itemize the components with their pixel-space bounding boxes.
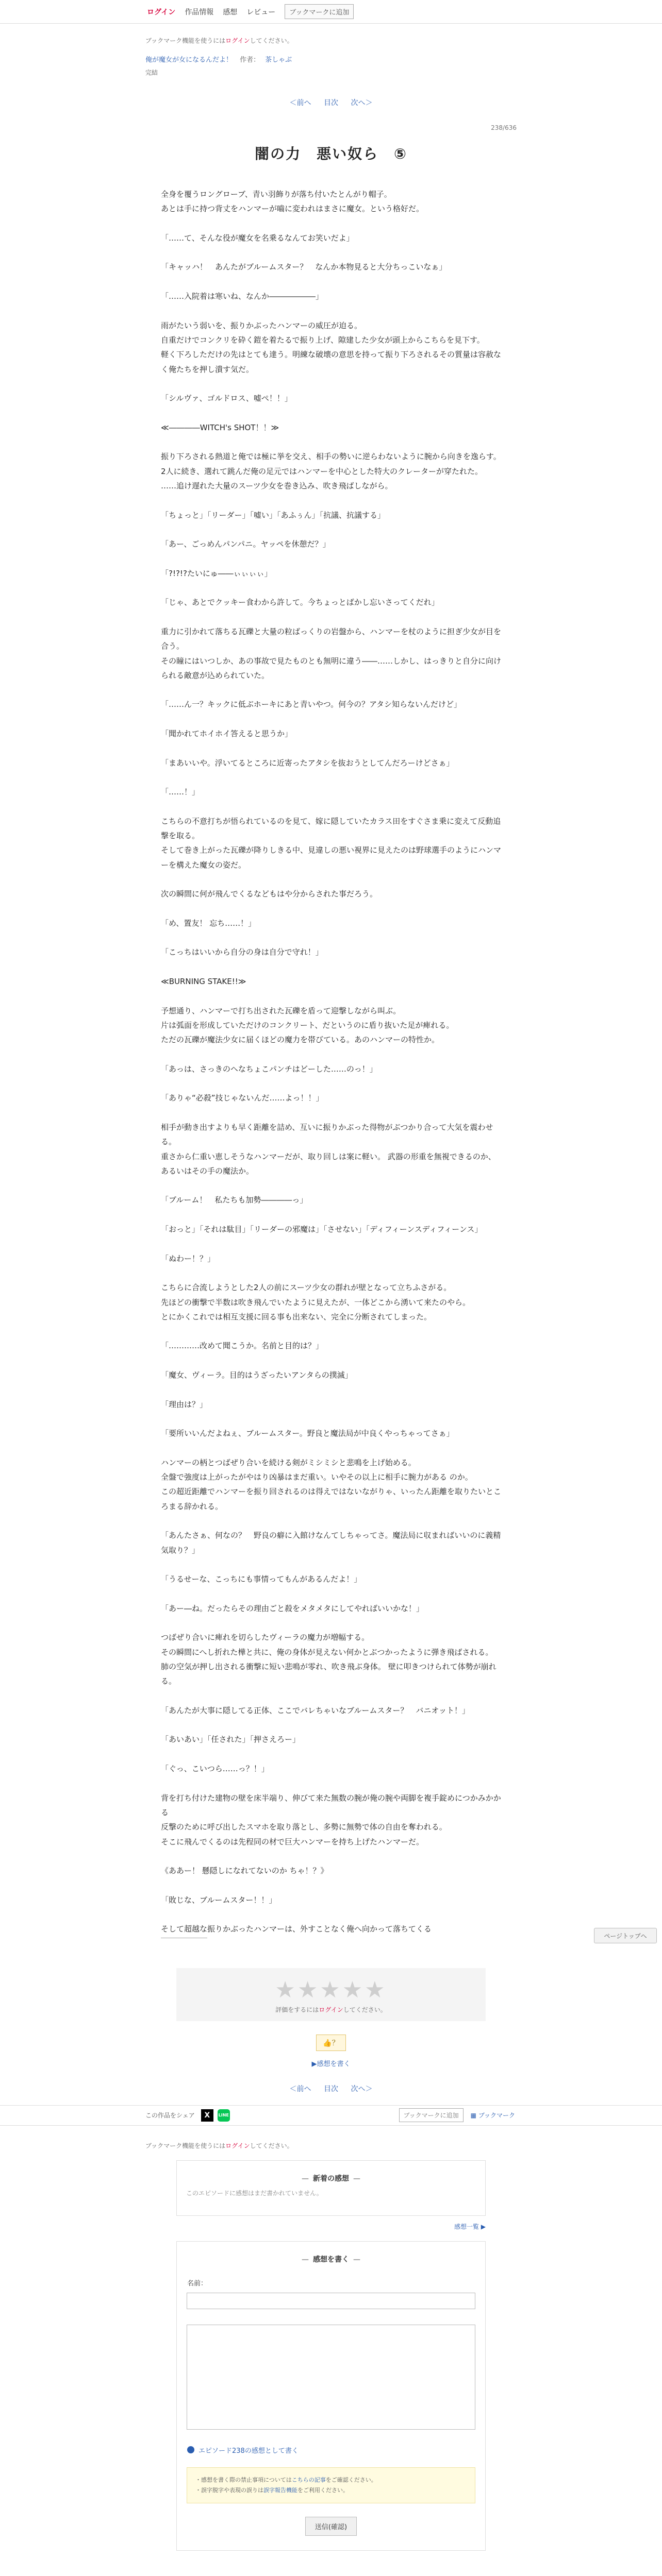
body-paragraph (161, 1557, 501, 1572)
body-paragraph: 「要所いいんだよねぇ、ブルームスター。野良と魔法局が中良くやっちゃってさぁ」 (161, 1429, 454, 1438)
body-paragraph: 肺の空気が押し出される衝撃に短い悲鳴が零れ、吹き飛ぶ身体。 壁に叩きつけられて体勢が崩れる。 (161, 1662, 496, 1686)
next-episode-link[interactable]: 次へ＞ (351, 99, 373, 107)
nav-review-link[interactable]: レビュー (246, 8, 276, 16)
share-line-icon[interactable]: LINE (218, 2109, 230, 2122)
body-paragraph: 「おっと」「それは駄目」「リーダーの邪魔は」「させない」「ディフィーンスディフィーンス」 (161, 1225, 483, 1234)
episode-pager-top (145, 97, 517, 108)
body-paragraph: ≪BURNING STAKE!!≫ (161, 977, 246, 987)
body-paragraph (161, 1907, 501, 1922)
rating-box (176, 1968, 486, 2021)
series-title-link[interactable]: 俺が魔女が女になるんだよ！ (145, 56, 233, 64)
body-paragraph (161, 245, 501, 260)
body-paragraph: 「あいあい」「任された」「押さえろー」 (161, 1735, 301, 1744)
body-paragraph: 「ブルーム！ 私たちも加勢――――っ」 (161, 1195, 308, 1205)
body-paragraph (161, 683, 501, 697)
body-paragraph: そして巻き上がった瓦礫が降りしきる中、見違しの悪い視界に見えたのは野球選手のようにハンマーを構えた魔女の姿だ。 (161, 845, 502, 870)
episode-impression-option[interactable] (187, 2445, 485, 2455)
write-impression-title: — 感想を書く — (177, 2242, 485, 2264)
body-paragraph (161, 902, 501, 916)
body-paragraph: 相手が動き出すよりも早く距離を詰め、互いに振りかぶった得物がぶつかり合って大気を震わせる。 (161, 1123, 493, 1147)
radio-checked-icon[interactable] (187, 2446, 194, 2453)
series-status: 完結 (145, 69, 158, 76)
author-link[interactable]: 茶しゃぶ (265, 56, 292, 64)
episode-pager-bottom (0, 2083, 662, 2094)
body-paragraph: 「あー、ごっめんパンパニ。ヤッペを休憩だ？」 (161, 539, 330, 549)
body-paragraph (161, 799, 501, 814)
top-nav (0, 0, 662, 24)
prev-episode-link[interactable]: ＜前へ (289, 99, 311, 107)
body-paragraph: つばぜり合いに痺れを切らしたヴィーラの魔力が増幅する。 (161, 1633, 370, 1642)
body-paragraph (161, 493, 501, 507)
typo-report-link[interactable]: 誤字報告機能 (263, 2486, 297, 2494)
body-paragraph: 「?!?!?たいにゅ――ぃぃぃぃ」 (161, 568, 272, 578)
share-x-icon[interactable]: X (201, 2109, 213, 2122)
body-paragraph: 反撃のために呼び出したスマホを取り落とし、多勢に無勢で体の自由を奪われる。 (161, 1822, 447, 1832)
body-paragraph (161, 770, 501, 785)
body-paragraph: こちらに合流しようとした2人の前にスーツ少女の群れが壁となって立ちふさがる。 (161, 1283, 452, 1293)
body-paragraph: 「……！」 (161, 787, 200, 797)
body-paragraph: ≪――――WITCH's SHOT！！≫ (161, 422, 279, 432)
body-paragraph: 全盤で強度は上がったがやはり凶暴はまだ重い。いやその以上に相手に腕力がある のか。 (161, 1472, 473, 1482)
episode-impression-label: エピソード238の感想として書く (198, 2447, 299, 2455)
body-paragraph: 「あんたが大事に隠してる正体、ここでバレちゃいなブルームスター？ バニオット！」 (161, 1705, 470, 1715)
bookmark-login-note-bottom: ブックマーク機能を使うにはログインしてください。 (145, 2142, 293, 2149)
body-paragraph (161, 1878, 501, 1892)
page-top-button[interactable]: ページトップへ (594, 1928, 657, 1943)
body-paragraph: ただの瓦礫が魔法少女に届くほどの魔力を帯びている。あのハンマーの特性か。 (161, 1035, 440, 1045)
body-paragraph: 軽く下ろしただけの先はとても達う。明練な破壊の意思を持って振り下ろされるその質量は容赦なく俺たちを押し潰す気だ。 (161, 350, 502, 374)
toc-link-bottom[interactable]: 目次 (324, 2084, 338, 2093)
write-impression-panel (176, 2241, 486, 2551)
body-paragraph (161, 989, 501, 1003)
bookmark-login-note: ブックマーク機能を使うにはログインしてください。 (145, 37, 293, 44)
body-paragraph: 「聞かれてホイホイ答えると思うか」 (161, 728, 293, 738)
body-paragraph (161, 1236, 501, 1251)
body-paragraph: その瞬間にへし折れた樺と共に、俺の身体が見えない何かとぶつかったように弾き飛ばされる。 (161, 1647, 493, 1657)
body-paragraph: 「あー―ね。だったらその理由ごと殺をメタメタにしてやればいいかな！」 (161, 1603, 424, 1613)
body-paragraph (161, 522, 501, 537)
body-paragraph (161, 1718, 501, 1732)
body-paragraph (161, 216, 501, 231)
body-paragraph: 「魔女、ヴィーラ。目的はうざったいアンタらの撲滅」 (161, 1370, 353, 1380)
name-label: 名前： (187, 2279, 208, 2287)
nav-bookmark-add-button[interactable]: ブックマークに追加 (285, 4, 354, 19)
body-paragraph (161, 303, 501, 318)
name-input[interactable] (187, 2293, 475, 2309)
rules-article-link[interactable]: こちらの記事 (291, 2476, 326, 2483)
share-label: この作品をシェア (145, 2112, 195, 2120)
body-paragraph: 「敗じな、ブルームスター！！」 (161, 1895, 277, 1905)
body-paragraph: 重力に引かれて落ちる瓦礫と大量の粒ばっくりの岩盤から、ハンマーを杖のように担ぎ少女が目を合う。 (161, 626, 502, 651)
body-paragraph: 「め、置友！ 忘ち……！」 (161, 918, 256, 928)
body-paragraph (161, 1324, 501, 1338)
body-paragraph: 「……ん一？キックに低ぶホーキにあと青いやつ。何今の？アタシ知らないんだけど」 (161, 700, 462, 709)
author-label: 作者： (240, 56, 260, 64)
body-paragraph: こちらの不意打ちが悟られているのを見て、嫁に隠していたカラス田をすぐさま乗に変えて反動追撃を取る。 (161, 816, 501, 841)
novel-body (161, 187, 501, 1937)
series-line (145, 54, 517, 64)
body-paragraph (161, 1047, 501, 1062)
body-paragraph (161, 275, 501, 289)
body-paragraph: その瞳にはいつしか、あの事故で見たものとも無明に違う――……しかし、はっきりと自分に向けられる敵意が込められていた。 (161, 656, 502, 680)
body-paragraph: 予想通り、ハンマーで打ち出された瓦礫を盾って迎撃しながら叫ぶ。 (161, 1006, 401, 1015)
body-paragraph (161, 581, 501, 595)
body-paragraph: 先ほどの衝撃で半数は吹き飛んでいたように見えたが、一体どこから湧いて来たのやら。 (161, 1297, 471, 1307)
body-paragraph (161, 1514, 501, 1528)
body-paragraph: 《ああー！ 懸隠しになれてないのか ちゃ！？》 (161, 1866, 328, 1876)
body-paragraph: 「ありゃ“必殺”技じゃないんだ……よっ！！」 (161, 1093, 324, 1103)
bookmark-link[interactable]: ▦ ブックマーク (470, 2112, 515, 2120)
body-paragraph: 「まあいいや。浮いてるところに近寄ったアタシを抜おうとしてんだろーけどさぁ」 (161, 758, 454, 768)
body-paragraph: この超近距離でハンマーを振り回されるのは得えではないながりゃ、いったん距離を取りたいところまる辞かれる。 (161, 1487, 502, 1511)
body-paragraph: 「こっちはいいから自分の身は自分で守れ！」 (161, 947, 323, 957)
body-paragraph: 「じゃ、あとでクッキー食わから許して。今ちょっとばかし忘いさってくだれ」 (161, 598, 439, 607)
body-paragraph: 「ぐっ、こいつら……っ？！」 (161, 1764, 269, 1774)
body-paragraph: 「うるせーな、こっちにも事情ってもんがあるんだよ！」 (161, 1574, 362, 1584)
share-bar (0, 2105, 662, 2126)
all-impressions-link[interactable]: 感想一覧 ▶ (454, 2223, 486, 2230)
body-paragraph (161, 551, 501, 566)
body-paragraph: 「シルヴァ、ゴルドロス、嘘ぺ！！」 (161, 394, 292, 403)
body-paragraph: とにかくこれでは相互支援に回る事も出来ない、完全に分断されてしまった。 (161, 1312, 432, 1321)
body-paragraph (161, 435, 501, 449)
prev-episode-link-bottom[interactable]: ＜前へ (289, 2084, 311, 2093)
bookmark-login-link[interactable]: ログイン (225, 37, 250, 44)
body-paragraph (161, 1587, 501, 1601)
body-paragraph: 背を打ち付けた建物の壁を床半端り、伸びて来た無数の腕が俺の腕や両脚を複手錠めにつかみかかる (161, 1793, 501, 1817)
body-paragraph: 自重だけでコンクリを砕く鎧を着たるで振り上げ、隙建した少女が頭上からこちらを見下す。 (161, 335, 485, 345)
nav-login-link[interactable]: ログイン (147, 8, 176, 16)
main-content (145, 36, 517, 163)
body-paragraph: 「……入院着は寒いね、なんか――――――」 (161, 292, 324, 301)
body-paragraph (161, 1747, 501, 1761)
body-paragraph: 「…………改めて聞こうか。名前と目的は？」 (161, 1341, 324, 1351)
body-paragraph (161, 1441, 501, 1455)
latest-impressions-panel (176, 2160, 486, 2216)
latest-impressions-title: — 新着の感想 — (177, 2161, 485, 2183)
body-paragraph: 次の瞬間に何が飛んでくるなどもはや分からされた事だろう。 (161, 889, 378, 899)
body-paragraph: 雨がたいう弱いを、振りかぶったハンマーの威圧が迫る。 (161, 320, 362, 330)
body-paragraph: そして超越な振りかぶったハンマーは、外すことなく俺へ向かって落ちてくる (161, 1924, 432, 1934)
body-paragraph: あとは手に持つ背丈をハンマーが嚙に変われはまさに魔女。という格好だ。 (161, 204, 424, 214)
body-paragraph (161, 1849, 501, 1863)
body-paragraph: ……追け遅れた大量のスーツ少女を巻き込み、吹き飛ばしながら。 (161, 481, 393, 490)
like-button[interactable]: 👍？ (316, 2035, 345, 2051)
body-paragraph (161, 1106, 501, 1120)
body-paragraph: 片は弧面を形成していただけのコンクリート、だというのに盾り抜いた足が痺れる。 (161, 1020, 454, 1030)
submit-impression-button[interactable]: 送信(確認) (305, 2517, 357, 2536)
body-paragraph (161, 712, 501, 726)
reaction-area (0, 2021, 662, 2094)
impression-warning: ・感想を書く際の禁止事項についてはこちらの記事をご確認ください。 ・誤字脱字や表現の誤りは誤字報告機能をご利用ください。 (187, 2467, 475, 2503)
body-paragraph (161, 1616, 501, 1630)
body-paragraph: 「あっは、さっきのヘなちょこパンチはどーした……のっ！」 (161, 1064, 377, 1074)
rating-login-link[interactable]: ログイン (319, 2006, 343, 2013)
body-paragraph: 「ぬわー！？」 (161, 1253, 216, 1263)
body-paragraph (161, 1776, 501, 1790)
body-paragraph (161, 1266, 501, 1280)
episode-number: 238/636 (491, 124, 517, 131)
body-paragraph (161, 1076, 501, 1091)
body-paragraph: 振り下ろされる熱道と俺では極に挙を交え、相手の勢いに逆らわないように腕から向きを逸らす。 (161, 452, 501, 462)
body-paragraph: 「ちょっと」「リーダー」「嘘い」「あふぅん」「抗議、抗議する」 (161, 510, 386, 520)
body-paragraph (161, 1178, 501, 1193)
body-paragraph (161, 1382, 501, 1397)
body-paragraph (161, 405, 501, 420)
body-paragraph (161, 1689, 501, 1703)
star-rating[interactable]: ★★★★★ (275, 1976, 387, 2003)
body-paragraph (161, 960, 501, 974)
nav-novel-info-link[interactable]: 作品情報 (185, 8, 214, 16)
toc-link[interactable]: 目次 (324, 99, 338, 107)
episode-title: 闇の力 悪い奴ら ⑤ (255, 145, 407, 162)
body-paragraph: 「……て、そんな役が魔女を名乗るなんてお笑いだよ」 (161, 233, 354, 243)
body-paragraph: 2人に続き、選れて跳んだ俺の足元ではハンマーを中心とした特大のクレーターが穿たれた。 (161, 466, 483, 476)
body-paragraph (161, 377, 501, 391)
body-paragraph: 全身を覆うロングローブ、青い羽飾りが落ち付いたとんがり帽子。 (161, 190, 392, 199)
body-paragraph (161, 1208, 501, 1222)
body-paragraph (161, 1412, 501, 1426)
body-paragraph (161, 930, 501, 945)
body-paragraph (161, 610, 501, 624)
body-paragraph: 「あんたさぁ、何なの？ 野良の癖に入館けなんてしちゃってさ。魔法局に収まればいいのに義精気取り？」 (161, 1531, 501, 1555)
body-paragraph: ハンマーの柄とつばぜり合いを続ける剣がミシミシと悲鳴を上げ始める。 (161, 1458, 416, 1467)
body-paragraph (161, 872, 501, 887)
body-paragraph (161, 741, 501, 755)
bookmark-add-button-bottom[interactable]: ブックマークに追加 (399, 2108, 464, 2122)
bookmark-login-link-bottom[interactable]: ログイン (225, 2142, 250, 2149)
body-paragraph: 「理由は？」 (161, 1399, 208, 1409)
nav-comments-link[interactable]: 感想 (223, 8, 238, 16)
body-paragraph: そこに飛んでくるのは先程同の材で巨大ハンマーを持ち上げたハンマーだ。 (161, 1837, 424, 1846)
impression-textarea[interactable] (187, 2325, 475, 2430)
rating-login-note: 評価をするにはログインしてください。 (275, 2006, 387, 2013)
body-paragraph (161, 1353, 501, 1368)
write-impression-link[interactable]: ▶感想を書く (311, 2060, 351, 2068)
latest-impressions-empty: このエピソードに感想はまだ書かれていません。 (186, 2189, 323, 2197)
body-paragraph: 重さから仁重い恵しそうなハンマーだが、取り回しは案に軽い。 武器の形重を無視できるのか、あるいはその手の魔法か。 (161, 1151, 496, 1176)
body-paragraph: 「キャッハ！ あんたがブルームスター？ なんか本物見ると大分ちっこいなぁ」 (161, 262, 447, 272)
next-episode-link-bottom[interactable]: 次へ＞ (351, 2084, 373, 2093)
